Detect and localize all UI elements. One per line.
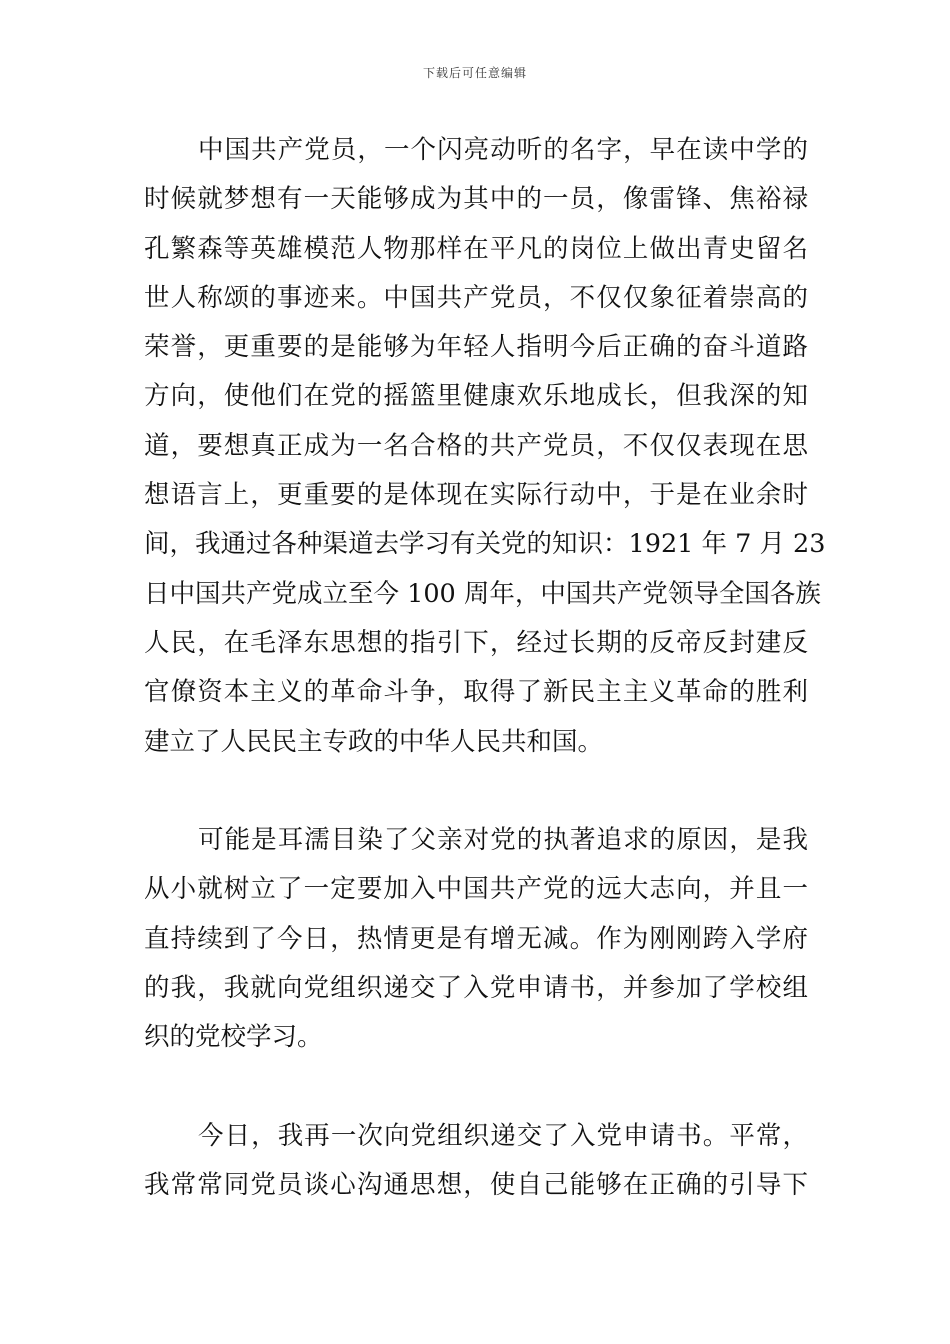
text-line: 今日，我再一次向党组织递交了入党申请书。平常， bbox=[198, 1120, 808, 1151]
text-line: 的我，我就向党组织递交了入党申请书，并参加了学校组 bbox=[144, 973, 808, 1004]
page-header: 下载后可任意编辑 bbox=[422, 66, 527, 80]
text-line: 方向，使他们在党的摇篮里健康欢乐地成长，但我深的知 bbox=[144, 381, 808, 412]
paragraph-3 bbox=[144, 1112, 808, 1211]
text-line: 人民，在毛泽东思想的指引下，经过长期的反帝反封建反 bbox=[144, 627, 808, 658]
text-line: 建立了人民民主专政的中华人民共和国。 bbox=[144, 726, 604, 757]
paragraph-gap bbox=[144, 767, 808, 816]
paragraph-gap bbox=[144, 1063, 808, 1112]
text-line: 日中国共产党成立至今 100 周年，中国共产党领导全国各族 bbox=[144, 578, 821, 609]
text-line: 间，我通过各种渠道去学习有关党的知识：1921 年 7 月 23 bbox=[144, 529, 826, 560]
document-body bbox=[144, 126, 826, 1211]
text-line: 时候就梦想有一天能够成为其中的一员，像雷锋、焦裕禄 bbox=[144, 184, 808, 215]
text-line: 可能是耳濡目染了父亲对党的执著追求的原因，是我 bbox=[198, 825, 808, 856]
text-line: 世人称颂的事迹来。中国共产党员，不仅仅象征着崇高的 bbox=[144, 282, 808, 313]
paragraph-1 bbox=[144, 126, 826, 767]
text-line: 织的党校学习。 bbox=[144, 1022, 323, 1053]
text-line: 直持续到了今日，热情更是有增无减。作为刚刚跨入学府 bbox=[144, 923, 808, 954]
text-line: 道，要想真正成为一名合格的共产党员，不仅仅表现在思 bbox=[144, 430, 808, 461]
text-line: 官僚资本主义的革命斗争，取得了新民主主义革命的胜利 bbox=[144, 677, 808, 708]
text-line: 荣誉，更重要的是能够为年轻人指明今后正确的奋斗道路 bbox=[144, 332, 808, 363]
text-line: 想语言上，更重要的是体现在实际行动中，于是在业余时 bbox=[144, 480, 808, 511]
text-line: 从小就树立了一定要加入中国共产党的远大志向，并且一 bbox=[144, 874, 808, 905]
paragraph-2 bbox=[144, 816, 808, 1062]
text-line: 我常常同党员谈心沟通思想，使自己能够在正确的引导下 bbox=[144, 1170, 808, 1201]
text-line: 孔繁森等英雄模范人物那样在平凡的岗位上做出青史留名 bbox=[144, 233, 808, 264]
text-line: 中国共产党员，一个闪亮动听的名字，早在读中学的 bbox=[198, 135, 808, 165]
